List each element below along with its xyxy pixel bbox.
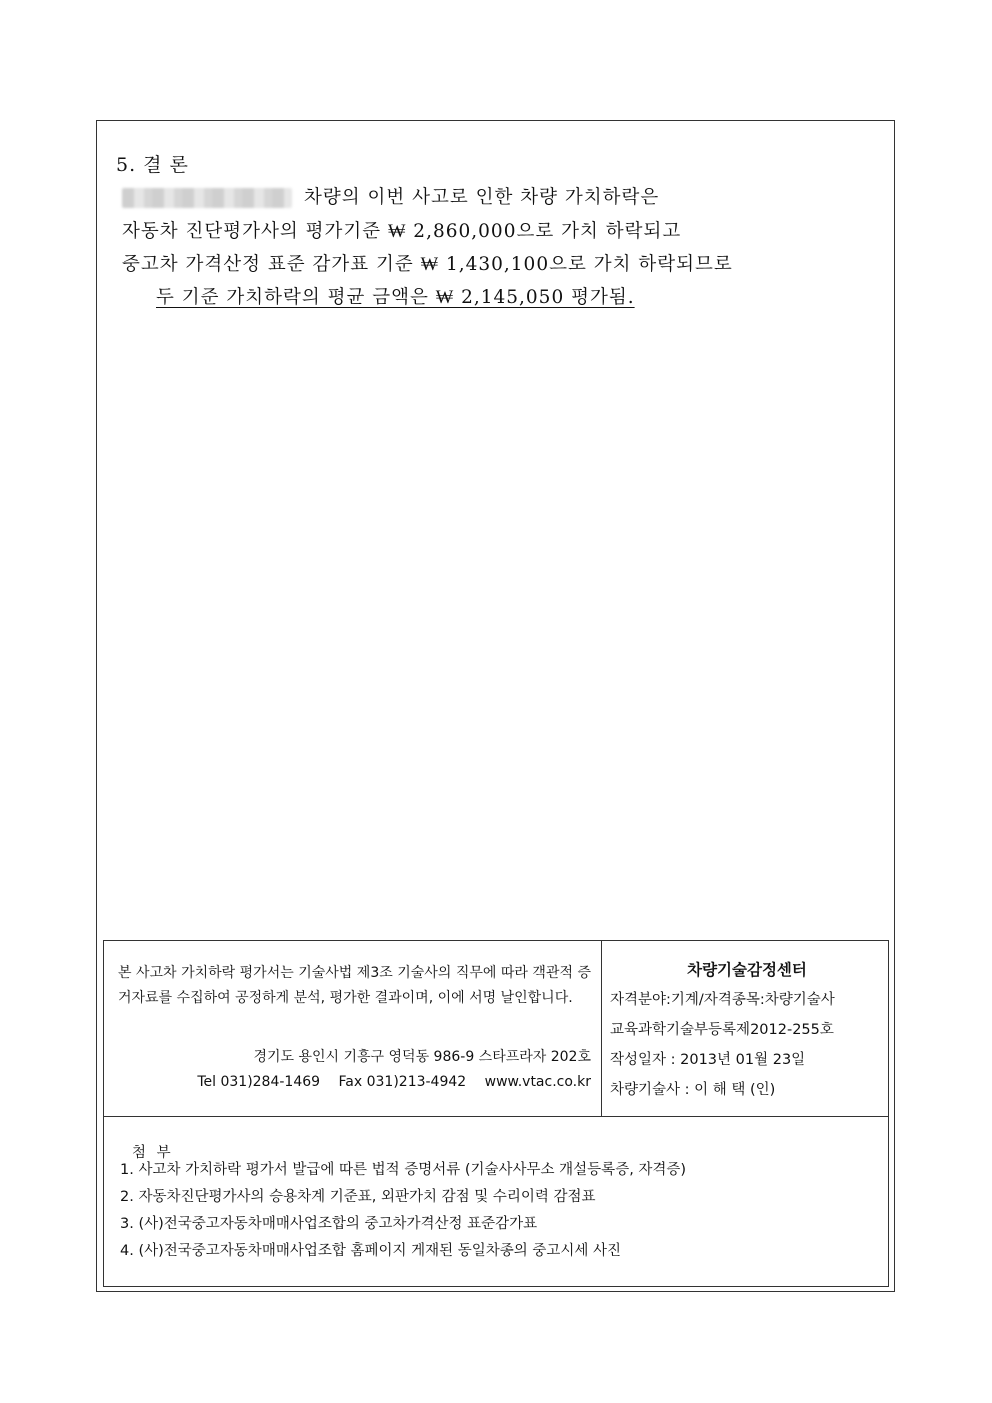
list-item: 3. (사)전국중고자동차매매사업조합의 중고차가격산정 표준감가표 — [120, 1216, 538, 1232]
list-item: 2. 자동차진단평가사의 승용차계 기준표, 외판가치 감점 및 수리이력 감점표 — [120, 1189, 596, 1205]
office-tel: Tel 031)284-1469 — [197, 1074, 321, 1090]
office-website: www.vtac.co.kr — [484, 1074, 591, 1090]
attachments-box — [103, 1117, 889, 1287]
registration-number: 교육과학기술부등록제2012-255호 — [610, 1022, 834, 1038]
section-title: 5. 결 론 — [116, 154, 189, 176]
conclusion-line-1-text: 차량의 이번 사고로 인한 차량 가치하락은 — [304, 187, 660, 208]
office-address: 경기도 용인시 기흥구 영덕동 986-9 스타프라자 202호 — [253, 1049, 591, 1065]
conclusion-line-3: 중고차 가격산정 표준 감가표 기준 ₩ 1,430,100으로 가치 하락되므로 — [122, 254, 733, 275]
list-item: 4. (사)전국중고자동차매매사업조합 홈페이지 게재된 동일차종의 중고시세 사진 — [120, 1243, 622, 1259]
list-item: 1. 사고차 가치하락 평가서 발급에 따른 법적 증명서류 (기술사사무소 개설등록증, 자격증) — [120, 1162, 687, 1178]
qualification: 자격분야:기계/자격종목:차량기술사 — [610, 992, 835, 1008]
redacted-vehicle-name — [122, 188, 292, 208]
engineer-signature: 차량기술사 : 이 해 택 (인) — [610, 1082, 776, 1098]
issue-date: 작성일자 : 2013년 01월 23일 — [610, 1052, 806, 1068]
attachments-title: 첨 부 — [132, 1145, 174, 1161]
office-contact — [104, 1070, 591, 1095]
conclusion-line-1 — [122, 183, 659, 209]
office-fax: Fax 031)213-4942 — [338, 1074, 467, 1090]
certification-statement-cell — [104, 941, 602, 1116]
certification-box — [103, 940, 889, 1117]
center-name: 차량기술감정센터 — [687, 961, 807, 979]
certification-statement: 본 사고차 가치하락 평가서는 기술사법 제3조 기술사의 직무에 따라 객관적 증거자료를 수집하여 공정하게 분석, 평가한 결과이며, 이에 서명 날인합니다. — [118, 965, 591, 1006]
conclusion-summary: 두 기준 가치하락의 평균 금액은 ₩ 2,145,050 평가됨. — [156, 287, 635, 308]
certification-signature-cell — [602, 941, 888, 1116]
attachments-list — [120, 1157, 686, 1265]
conclusion-line-2: 자동차 진단평가사의 평가기준 ₩ 2,860,000으로 가치 하락되고 — [122, 221, 682, 242]
